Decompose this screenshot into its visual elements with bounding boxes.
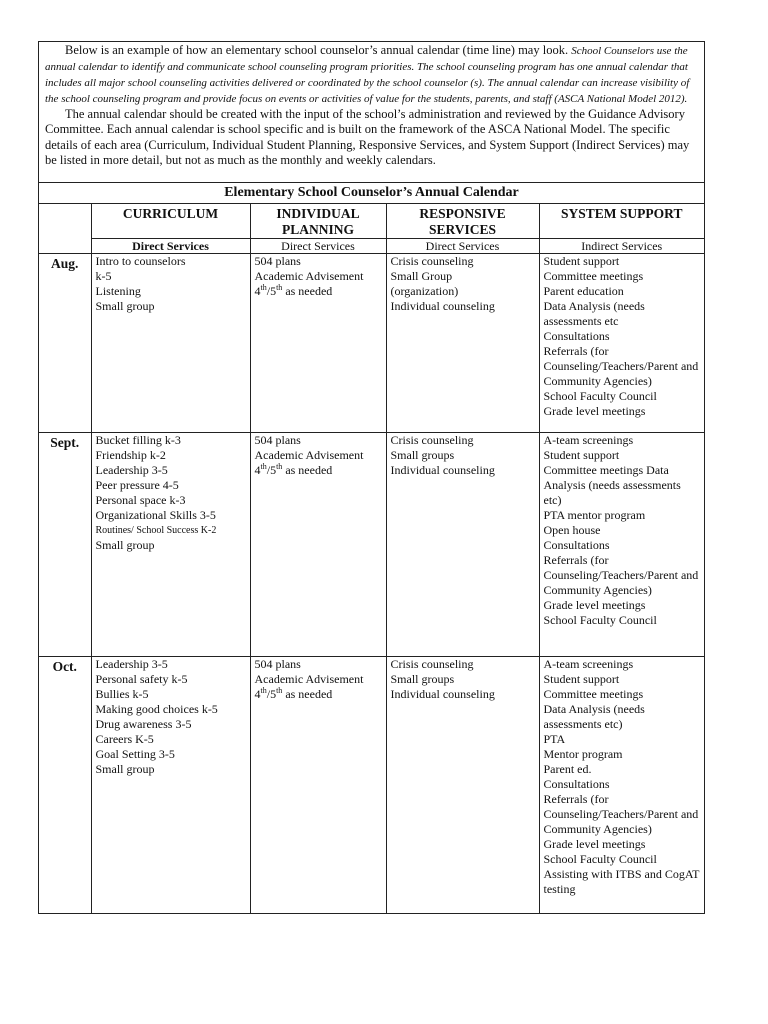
subheader-system-support: Indirect Services [539, 239, 704, 254]
cell-line: Drug awareness 3-5 [95, 717, 192, 731]
cell-line: Parent ed. [543, 762, 592, 776]
cell-line: Making good choices k-5 [95, 702, 218, 716]
cell-line: Friendship k-2 [95, 448, 166, 462]
cell-line: Referrals (for Counseling/Teachers/Parent and Community Agencies) [543, 344, 699, 388]
cell-line: Crisis counseling [390, 254, 474, 268]
subheader-row [39, 239, 704, 254]
intro-italic-note: School Counselors use the annual calendar to identify and communicate school counseling program priorities. The school counseling program has one annual calendar that includes all major school counseling activities delivered or coordinated by the school counselor (s). The annual calendar can increase visibility of the school counseling program and provide focus on events or activities of value for the students, parents, and staff (ASCA National Model 2012). [45, 45, 690, 105]
cell-line: School Faculty Council [543, 389, 657, 403]
cell-line: Consultations [543, 777, 610, 791]
cell-line: Referrals (for Counseling/Teachers/Parent and Community Agencies) [543, 792, 699, 836]
cell-line: Leadership 3-5 [95, 657, 168, 671]
cell-line: Bucket filling k-3 [95, 433, 181, 447]
responsive-cell [386, 254, 539, 433]
cell-line: Consultations [543, 538, 610, 552]
subheader-responsive-services: Direct Services [386, 239, 539, 254]
planning-cell [250, 657, 386, 913]
cell-line: Crisis counseling [390, 657, 474, 671]
cell-line: Consultations [543, 329, 610, 343]
responsive-cell [386, 657, 539, 913]
cell-line: Academic Advisement [254, 448, 364, 462]
cell-line: Goal Setting 3-5 [95, 747, 175, 761]
cell-line: PTA mentor program [543, 508, 646, 522]
cell-line: Small group [95, 762, 155, 776]
system-support-cell [539, 657, 704, 913]
column-header-row [39, 204, 704, 239]
cell-line: Individual counseling [390, 299, 495, 313]
cell-line: Personal space k-3 [95, 493, 186, 507]
calendar-table [39, 204, 704, 913]
calendar-title: Elementary School Counselor’s Annual Calendar [39, 183, 704, 204]
cell-line: Small group [95, 538, 155, 552]
cell-line: Careers K-5 [95, 732, 154, 746]
cell-line: Peer pressure 4-5 [95, 478, 179, 492]
cell-line: 4th/5th as needed [254, 686, 333, 701]
cell-line: Open house [543, 523, 601, 537]
cell-line: 504 plans [254, 433, 301, 447]
system-support-cell [539, 254, 704, 433]
month-label: Aug. [39, 254, 91, 433]
cell-line: (organization) [390, 284, 459, 298]
cell-line: Data Analysis (needs assessments etc [543, 299, 645, 328]
cell-line: Assisting with ITBS and CogAT testing [543, 867, 700, 896]
cell-line: 504 plans [254, 657, 301, 671]
month-row-sept [39, 433, 704, 657]
cell-line: Data Analysis (needs assessments etc) [543, 702, 645, 731]
planning-cell [250, 254, 386, 433]
month-header-cell [39, 204, 91, 254]
cell-line: Grade level meetings [543, 404, 646, 418]
cell-line: Committee meetings Data Analysis (needs assessments etc) [543, 463, 681, 507]
document-frame [38, 41, 705, 914]
subheader-curriculum: Direct Services [91, 239, 250, 254]
cell-line: Referrals (for Counseling/Teachers/Parent and Community Agencies) [543, 553, 699, 597]
header-individual-planning: INDIVIDUAL PLANNING [250, 204, 386, 239]
cell-line: Academic Advisement [254, 672, 364, 686]
cell-line: A-team screenings [543, 657, 634, 671]
cell-line: k-5 [95, 269, 112, 283]
cell-line: Small groups [390, 448, 455, 462]
cell-line: 4th/5th as needed [254, 462, 333, 477]
cell-line: Small Group [390, 269, 453, 283]
cell-line: Organizational Skills 3-5 [95, 508, 216, 522]
cell-line: Grade level meetings [543, 837, 646, 851]
header-system-support: SYSTEM SUPPORT [539, 204, 704, 239]
cell-line: Individual counseling [390, 687, 495, 701]
cell-line: 4th/5th as needed [254, 283, 333, 298]
cell-line: Grade level meetings [543, 598, 646, 612]
cell-line: Intro to counselors [95, 254, 186, 268]
planning-cell [250, 433, 386, 657]
cell-line: School Faculty Council [543, 613, 657, 627]
cell-line: Small group [95, 299, 155, 313]
system-support-cell [539, 433, 704, 657]
responsive-cell [386, 433, 539, 657]
cell-line: Small groups [390, 672, 455, 686]
month-row-aug [39, 254, 704, 433]
cell-line: Personal safety k-5 [95, 672, 188, 686]
subheader-individual-planning: Direct Services [250, 239, 386, 254]
cell-line: Student support [543, 254, 620, 268]
curriculum-cell [91, 433, 250, 657]
intro-section [39, 42, 704, 183]
curriculum-cell [91, 657, 250, 913]
intro-paragraph-2: The annual calendar should be created with the input of the school’s administration and reviewed by the Guidance Advisory Committee. Each annual calendar is school specific and is built on the framework of the ASCA National Model. The specific details of each area (Curriculum, Individual Student Planning, Responsive Services, and System Support (Indirect Services) may be listed in more detail, but not as much as the monthly and weekly calendars. [45, 107, 690, 167]
cell-line: A-team screenings [543, 433, 634, 447]
intro-paragraph-1 [45, 43, 700, 107]
cell-line: Listening [95, 284, 141, 298]
cell-line: Bullies k-5 [95, 687, 149, 701]
cell-line: 504 plans [254, 254, 301, 268]
cell-line: Routines/ School Success K-2 [95, 525, 217, 536]
cell-line: Committee meetings [543, 687, 644, 701]
cell-line: Leadership 3-5 [95, 463, 168, 477]
month-row-oct [39, 657, 704, 913]
intro-lead: Below is an example of how an elementary school counselor’s annual calendar (time line) may look. [65, 43, 569, 57]
curriculum-cell [91, 254, 250, 433]
cell-line: Mentor program [543, 747, 623, 761]
cell-line: PTA [543, 732, 566, 746]
cell-line: Student support [543, 448, 620, 462]
month-label: Sept. [39, 433, 91, 657]
cell-line: Committee meetings [543, 269, 644, 283]
header-curriculum: CURRICULUM [91, 204, 250, 239]
cell-line: Parent education [543, 284, 624, 298]
cell-line: Crisis counseling [390, 433, 474, 447]
cell-line: School Faculty Council [543, 852, 657, 866]
header-responsive-services: RESPONSIVE SERVICES [386, 204, 539, 239]
cell-line: Student support [543, 672, 620, 686]
month-label: Oct. [39, 657, 91, 913]
cell-line: Academic Advisement [254, 269, 364, 283]
cell-line: Individual counseling [390, 463, 495, 477]
